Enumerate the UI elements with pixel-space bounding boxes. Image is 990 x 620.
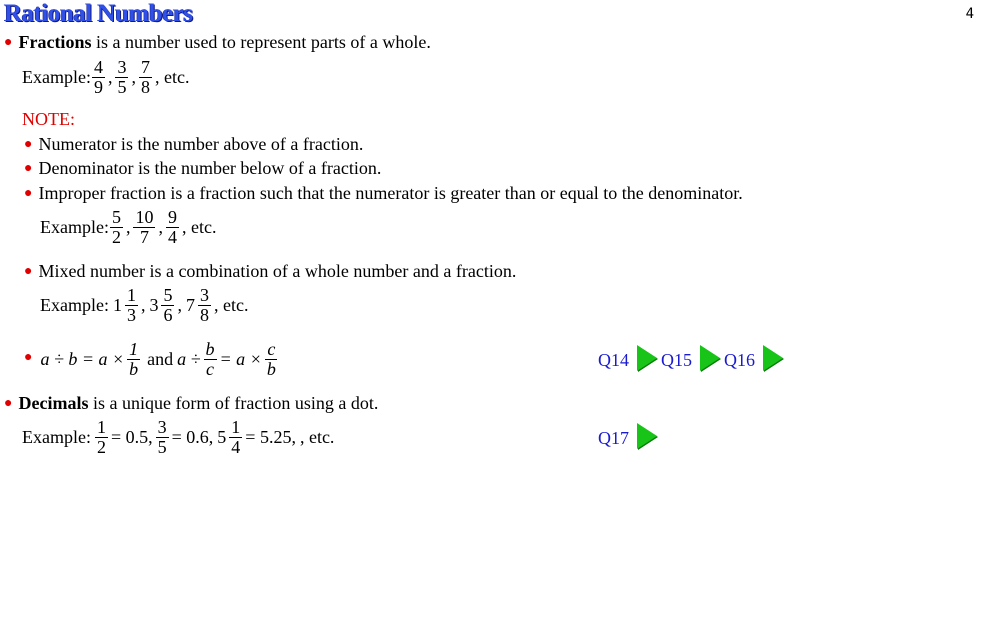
page-number: 4 [965,6,974,22]
fraction: $\frac{5}{6}$ [163,285,173,325]
fraction: $\frac{b}{c}$ [205,339,215,379]
etc-text: , etc. [213,295,249,315]
fraction: $\frac{10}{7}$ [135,207,154,247]
fraction: $\frac{5}{2}$ [111,207,121,247]
note-mixed [24,260,516,285]
note-numerator-text: Numerator is the number above of a fraction. [38,134,364,154]
fractions-definition [4,31,431,56]
play-arrow-icon[interactable] [700,345,720,371]
q17-link[interactable]: Q17 [598,427,629,448]
question-links-17 [598,425,661,451]
division-rule: ● a ÷ b = a × $\frac{1}{b}$ and a ÷ $\frac{b}{c}$ = a × $\frac{c}{b}$ [24,339,276,379]
bullet-icon: ● [24,161,33,176]
fraction: $\frac{1}{2}$ [96,417,106,457]
fraction: $\frac{1}{3}$ [126,285,136,325]
note-improper [24,182,743,207]
play-arrow-icon[interactable] [763,345,783,371]
fractions-term: Fractions [18,32,92,52]
bullet-icon: ● [4,35,13,50]
example-label: Example: [40,295,109,315]
fraction: $\frac{1}{b}$ [129,339,139,379]
etc-text: , etc. [299,427,335,447]
example-label: Example: [40,217,109,237]
fraction: $\frac{7}{8}$ [140,57,150,97]
decimals-term: Decimals [18,393,89,413]
q16-link[interactable]: Q16 [724,349,755,370]
q14-link[interactable]: Q14 [598,349,629,370]
note-mixed-text: Mixed number is a combination of a whole number and a fraction. [38,261,517,281]
example-label: Example: [22,427,91,447]
bullet-icon: ● [4,396,13,411]
note-denominator [24,157,381,182]
improper-example: Example: $\frac{5}{2}$ , $\frac{10}{7}$ , $\frac{9}{4}$ , etc. [40,207,217,247]
etc-text: , etc. [181,217,217,237]
fraction: $\frac{3}{5}$ [157,417,167,457]
etc-text: , etc. [154,67,190,87]
note-improper-text: Improper fraction is a fraction such that the numerator is greater than or equal to the denominator. [38,183,743,203]
fraction: $\frac{3}{8}$ [199,285,209,325]
decimals-definition-text: is a unique form of fraction using a dot. [88,393,379,413]
fraction: $\frac{4}{9}$ [93,57,103,97]
fraction: $\frac{3}{5}$ [117,57,127,97]
fractions-definition-text: is a number used to represent parts of a whole. [91,32,431,52]
mixed-example: Example: 1 $\frac{1}{3}$ , 3 $\frac{5}{6}$ , 7 $\frac{3}{8}$ , etc. [40,285,249,325]
bullet-icon: ● [24,264,33,279]
play-arrow-icon[interactable] [637,345,657,371]
fraction: $\frac{9}{4}$ [167,207,177,247]
q15-link[interactable]: Q15 [661,349,692,370]
bullet-icon: ● [24,186,33,201]
bullet-icon: ● [24,349,33,365]
decimals-definition [4,392,378,417]
fraction: $\frac{1}{4}$ [231,417,241,457]
note-denominator-text: Denominator is the number below of a fraction. [38,158,382,178]
fraction: $\frac{c}{b}$ [266,339,276,379]
note-label: NOTE: [22,109,75,129]
note-numerator [24,133,363,158]
play-arrow-icon[interactable] [637,423,657,449]
page-title: Rational Numbers [4,0,193,27]
decimals-example: Example: $\frac{1}{2}$ = 0.5, $\frac{3}{5}$ = 0.6, 5 $\frac{1}{4}$ = 5.25, , etc. [22,417,335,457]
example-label: Example: [22,67,91,87]
bullet-icon: ● [24,137,33,152]
fractions-example: Example: $\frac{4}{9}$ , $\frac{3}{5}$ , $\frac{7}{8}$ , etc. [22,57,190,97]
question-links-14-16 [598,347,787,373]
